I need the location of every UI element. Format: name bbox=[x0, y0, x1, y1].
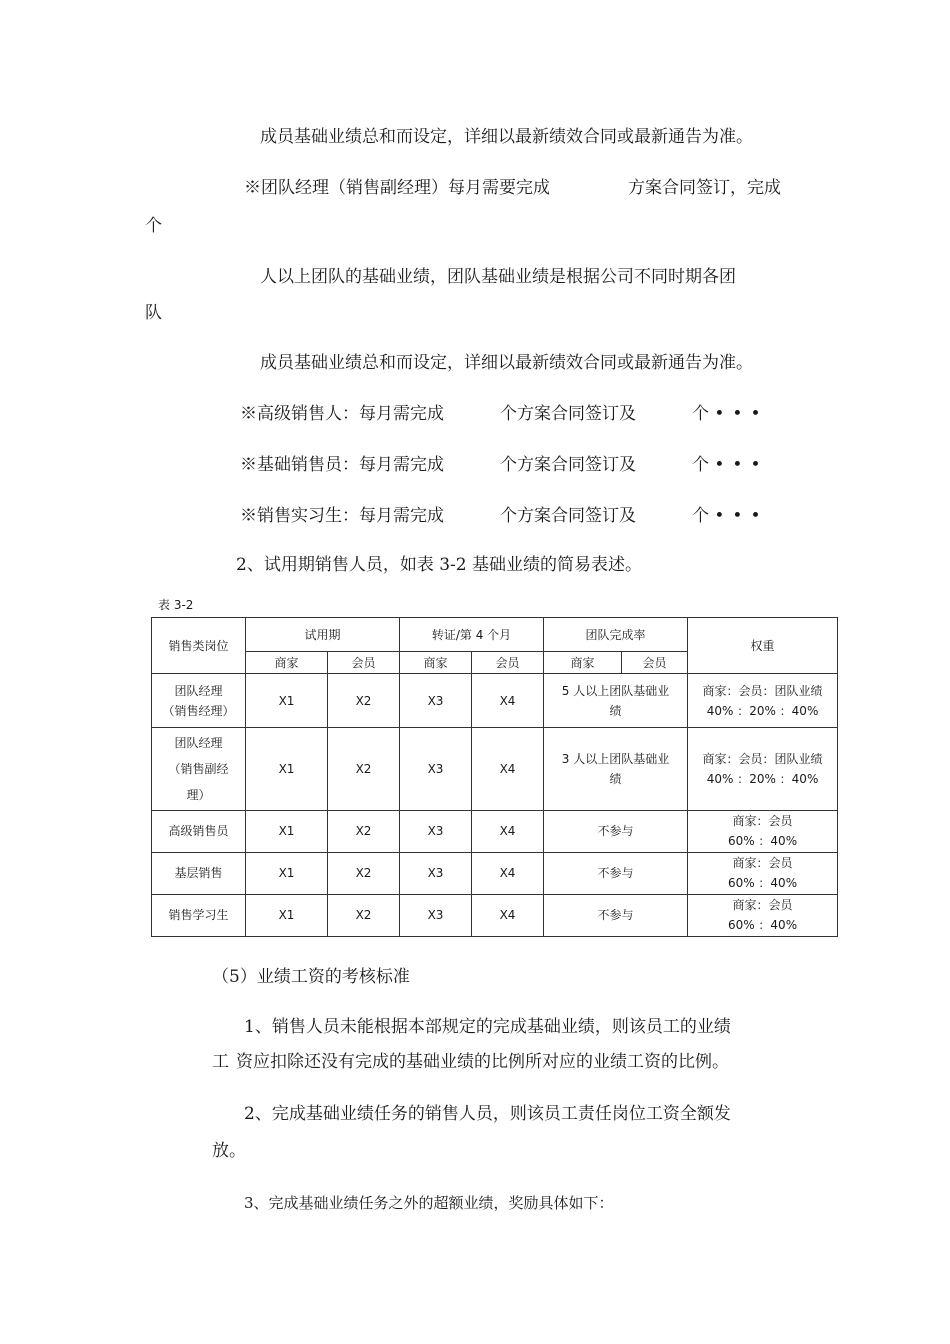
ellipsis-dots: ••• bbox=[714, 455, 769, 475]
paragraph-rule-1: 1、销售人员未能根据本部规定的完成基础业绩，则该员工的业绩 bbox=[244, 1017, 731, 1037]
weight-line: 商家：会员 bbox=[732, 856, 793, 871]
weight-line: 商家：会员 bbox=[732, 898, 793, 913]
cell-value: X2 bbox=[328, 894, 400, 936]
cell-value: X3 bbox=[400, 852, 472, 894]
paragraph-intern-sales-end bbox=[692, 505, 769, 527]
cell-value: X4 bbox=[472, 810, 544, 852]
cell-value: X2 bbox=[328, 810, 400, 852]
table-caption: 表 3-2 bbox=[158, 598, 194, 612]
table-row bbox=[152, 728, 838, 810]
position-line: 理） bbox=[186, 787, 211, 802]
team-rate-line: 绩 bbox=[609, 703, 622, 718]
paragraph-senior-sales-mid: 个方案合同签订及 bbox=[500, 404, 636, 424]
subheader-member: 会员 bbox=[622, 652, 688, 674]
weight-line: 60% ：40% bbox=[727, 918, 798, 933]
header-trial: 试用期 bbox=[246, 618, 400, 652]
cell-value: X1 bbox=[246, 852, 328, 894]
cell-value: X2 bbox=[328, 728, 400, 810]
cell-value: X2 bbox=[328, 674, 400, 728]
cell-position bbox=[152, 674, 246, 728]
cell-team-rate: 不参与 bbox=[544, 852, 688, 894]
weight-line: 商家：会员：团队业绩 bbox=[702, 751, 823, 766]
cell-value: X4 bbox=[472, 852, 544, 894]
unit-text: 个 bbox=[692, 455, 709, 475]
paragraph-team-manager-deputy-cont: 方案合同签订，完成 bbox=[628, 178, 781, 198]
ellipsis-dots: ••• bbox=[714, 404, 769, 424]
cell-team-rate bbox=[544, 728, 688, 810]
table-row bbox=[152, 894, 838, 936]
table-header-row bbox=[152, 618, 838, 652]
paragraph-intern-sales-mid: 个方案合同签订及 bbox=[500, 506, 636, 526]
cell-position: 基层销售 bbox=[152, 852, 246, 894]
paragraph-members-basis-2: 成员基础业绩总和而设定，详细以最新绩效合同或最新通告为准。 bbox=[260, 353, 753, 373]
position-line: （销售经理） bbox=[162, 703, 235, 718]
subheader-member: 会员 bbox=[472, 652, 544, 674]
paragraph-team-manager-deputy: ※团队经理（销售副经理）每月需要完成 bbox=[244, 178, 550, 198]
paragraph-rule-1-wrap-char: 工 bbox=[212, 1052, 229, 1072]
cell-value: X4 bbox=[472, 728, 544, 810]
unit-text: 个 bbox=[692, 506, 709, 526]
paragraph-trial-intro: 2、试用期销售人员，如表 3-2 基础业绩的简易表述。 bbox=[236, 555, 642, 575]
paragraph-rule-2: 2、完成基础业绩任务的销售人员，则该员工责任岗位工资全额发 bbox=[244, 1104, 731, 1124]
paragraph-senior-sales-end bbox=[692, 403, 769, 425]
weight-line: 60% ：40% bbox=[727, 876, 798, 891]
position-line: 团队经理 bbox=[174, 683, 223, 698]
cell-value: X3 bbox=[400, 728, 472, 810]
weight-line: 商家：会员 bbox=[732, 814, 793, 829]
cell-weight bbox=[688, 674, 838, 728]
paragraph-basic-sales-label: ※基础销售员：每月需完成 bbox=[240, 455, 444, 475]
paragraph-basic-sales-end bbox=[692, 454, 769, 476]
section-heading-assessment: （5）业绩工资的考核标准 bbox=[212, 967, 410, 987]
subheader-member: 会员 bbox=[328, 652, 400, 674]
cell-value: X1 bbox=[246, 728, 328, 810]
cell-value: X3 bbox=[400, 894, 472, 936]
weight-line: 40% ：20% ：40% bbox=[706, 771, 819, 786]
cell-value: X2 bbox=[328, 852, 400, 894]
team-rate-line: 3 人以上团队基础业 bbox=[561, 751, 670, 766]
paragraph-team-basis: 人以上团队的基础业绩，团队基础业绩是根据公司不同时期各团 bbox=[260, 267, 736, 287]
cell-value: X1 bbox=[246, 810, 328, 852]
paragraph-intern-sales-label: ※销售实习生：每月需完成 bbox=[240, 506, 444, 526]
position-line: 团队经理 bbox=[174, 735, 223, 750]
cell-value: X1 bbox=[246, 894, 328, 936]
performance-table bbox=[151, 617, 838, 937]
header-regular: 转证/第 4 个月 bbox=[400, 618, 544, 652]
cell-value: X3 bbox=[400, 674, 472, 728]
cell-weight bbox=[688, 810, 838, 852]
cell-value: X3 bbox=[400, 810, 472, 852]
cell-value: X1 bbox=[246, 674, 328, 728]
paragraph-rule-3: 3、完成基础业绩任务之外的超额业绩，奖励具体如下： bbox=[244, 1194, 614, 1212]
paragraph-wrap-char: 队 bbox=[145, 303, 162, 323]
unit-text: 个 bbox=[692, 404, 709, 424]
header-position: 销售类岗位 bbox=[152, 618, 246, 674]
header-weight: 权重 bbox=[688, 618, 838, 674]
cell-team-rate bbox=[544, 674, 688, 728]
paragraph-wrap-char: 个 bbox=[145, 216, 162, 236]
table-row bbox=[152, 674, 838, 728]
header-team-rate: 团队完成率 bbox=[544, 618, 688, 652]
cell-position: 高级销售员 bbox=[152, 810, 246, 852]
team-rate-line: 5 人以上团队基础业 bbox=[561, 683, 670, 698]
paragraph-senior-sales-label: ※高级销售人：每月需完成 bbox=[240, 404, 444, 424]
cell-value: X4 bbox=[472, 894, 544, 936]
table-row bbox=[152, 810, 838, 852]
paragraph-rule-1-cont: 资应扣除还没有完成的基础业绩的比例所对应的业绩工资的比例。 bbox=[236, 1052, 729, 1072]
weight-line: 60% ：40% bbox=[727, 834, 798, 849]
subheader-merchant: 商家 bbox=[544, 652, 622, 674]
cell-weight bbox=[688, 728, 838, 810]
subheader-merchant: 商家 bbox=[246, 652, 328, 674]
cell-weight bbox=[688, 852, 838, 894]
cell-position bbox=[152, 728, 246, 810]
cell-position: 销售学习生 bbox=[152, 894, 246, 936]
cell-team-rate: 不参与 bbox=[544, 810, 688, 852]
ellipsis-dots: ••• bbox=[714, 506, 769, 526]
paragraph-members-basis: 成员基础业绩总和而设定，详细以最新绩效合同或最新通告为准。 bbox=[260, 127, 753, 147]
cell-weight bbox=[688, 894, 838, 936]
paragraph-rule-2-cont: 放。 bbox=[212, 1141, 246, 1161]
weight-line: 40% ：20% ：40% bbox=[706, 703, 819, 718]
cell-team-rate: 不参与 bbox=[544, 894, 688, 936]
cell-value: X4 bbox=[472, 674, 544, 728]
paragraph-basic-sales-mid: 个方案合同签订及 bbox=[500, 455, 636, 475]
position-line: （销售副经 bbox=[168, 761, 229, 776]
team-rate-line: 绩 bbox=[609, 771, 622, 786]
table-row bbox=[152, 852, 838, 894]
weight-line: 商家：会员：团队业绩 bbox=[702, 683, 823, 698]
subheader-merchant: 商家 bbox=[400, 652, 472, 674]
